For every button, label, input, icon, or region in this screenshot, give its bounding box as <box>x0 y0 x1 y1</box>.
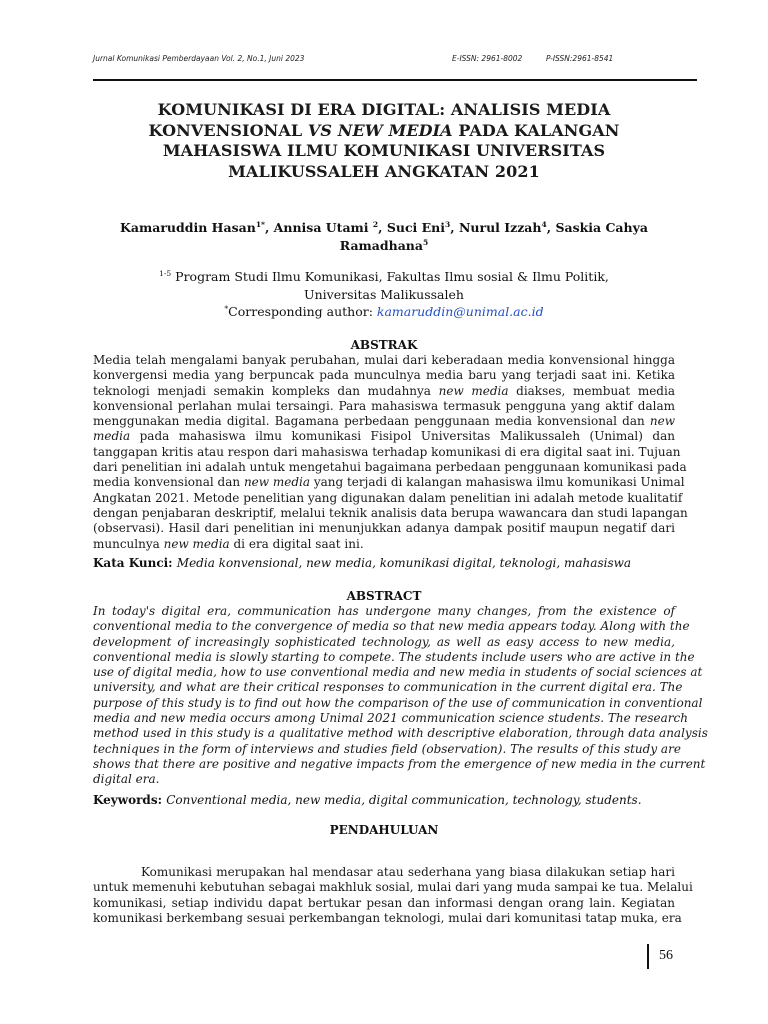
text-line: university, and what are their critical responses to communication in the current digital era. The <box>93 680 683 695</box>
page-number: 56 <box>659 948 673 963</box>
text-line: In today's digital era, communication has undergone many changes, from the existence of <box>93 604 675 618</box>
page-number-rule <box>647 944 649 969</box>
text-line: konvensional perlahan mulai tersaingi. Para mahasiswa termasuk pengguna yang aktif dalam <box>93 398 675 413</box>
author-name: Ramadhana <box>339 238 423 253</box>
journal-name: Jurnal Komunikasi Pemberdayaan Vol. 2, No.1, Juni 2023 <box>93 54 305 63</box>
e-issn: E-ISSN: 2961-8002 <box>452 54 523 63</box>
affiliation-line-2: Universitas Malikussaleh <box>304 286 464 302</box>
abstract-body <box>93 604 708 788</box>
text-line: dari penelitian ini adalah untuk mengetahui bagaimana perbedaan penggunaan komunikasi pada <box>93 460 687 475</box>
p-issn: P-ISSN:2961-8541 <box>546 54 614 63</box>
title-line-4: MALIKUSSALEH ANGKATAN 2021 <box>228 161 540 181</box>
kata-kunci: Kata Kunci: Media konvensional, new media, komunikasi digital, teknologi, mahasiswa <box>93 556 632 570</box>
author-name: Suci Eni <box>386 220 446 235</box>
author-name: Nurul Izzah <box>458 220 542 235</box>
text-line: komunikasi berkembang sesuai perkembangan teknologi, mulai dari komunitasi tatap muka, era <box>93 910 682 925</box>
text-line: conventional media to the convergence of media so that new media appears today. Along with the <box>93 619 690 634</box>
title-line-1: KOMUNIKASI DI ERA DIGITAL: ANALISIS MEDIA <box>157 100 611 119</box>
title-line-3: MAHASISWA ILMU KOMUNIKASI UNIVERSITAS <box>162 141 606 160</box>
author-line-1: Kamaruddin Hasan$^{1*}$, Annisa Utami $^2$, Suci Eni$^3$, Nurul Izzah$^4$, Saskia Cahya <box>120 220 648 235</box>
author-name: Kamaruddin Hasan <box>120 220 256 235</box>
text-line: munculnya new media di era digital saat ini. <box>93 536 364 551</box>
text-line: media konvensional dan new media yang terjadi di kalangan mahasiswa ilmu komunikasi Unimal <box>93 475 685 490</box>
text-line: purpose of this study is to find out how the comparison of the use of communication in conventional <box>93 695 703 710</box>
text-line: conventional media is slowly starting to compete. The students include users who are active in the <box>93 649 695 664</box>
text-line: techniques in the form of interviews and studies field (observation). The results of this study are <box>93 741 681 756</box>
email-link[interactable]: kamaruddin@unimal.ac.id <box>376 304 544 319</box>
keywords: Keywords: Conventional media, new media, digital communication, technology, students. <box>93 793 642 807</box>
pendahuluan-heading: PENDAHULUAN <box>329 823 439 837</box>
text-line: method used in this study is a qualitative method with descriptive elaboration, through data analysis <box>93 726 708 741</box>
affiliation-block <box>93 268 675 321</box>
author-name: Saskia Cahya <box>555 220 648 235</box>
text-line: Media telah mengalami banyak perubahan, mulai dari keberadaan media konvensional hingga <box>93 353 675 367</box>
text-line: media and new media occurs among Unimal 2021 communication science students. The research <box>93 711 688 726</box>
text-line: Komunikasi merupakan hal mendasar atau sederhana yang biasa dilakukan setiap hari <box>141 865 675 879</box>
article-title <box>93 100 675 182</box>
text-line: shows that there are positive and negative impacts from the emergence of new media in the current <box>93 756 706 771</box>
corresponding-author: *Corresponding author: kamaruddin@unimal.ac.id <box>224 304 544 319</box>
abstract-heading: ABSTRACT <box>346 589 422 603</box>
author-name: Annisa Utami <box>273 220 373 235</box>
text-line: development of increasingly sophisticated technology, as well as easy access to new media, <box>93 634 675 649</box>
text-line: Angkatan 2021. Metode penelitian yang digunakan dalam penelitian ini adalah metode kualitatif <box>93 490 683 505</box>
affiliation-line-1: $^{1-5}$ Program Studi Ilmu Komunikasi, Fakultas Ilmu sosial & Ilmu Politik, <box>159 269 609 284</box>
text-line: konvergensi media yang berpuncak pada munculnya media baru yang terjadi saat ini. Ketika <box>93 368 675 383</box>
text-line: digital era. <box>93 772 160 787</box>
pendahuluan-body <box>93 865 693 926</box>
title-line-2: KONVENSIONAL VS NEW MEDIA PADA KALANGAN <box>148 120 620 140</box>
header-divider <box>93 79 697 81</box>
text-line: (observasi). Hasil dari penelitian ini menunjukkan adanya dampak positif maupun negatif dari <box>93 521 675 536</box>
text-line: untuk memenuhi kebutuhan sebagai makhluk sosial, mulai dari yang muda sampai ke tua. Melalui <box>93 880 693 895</box>
text-line: menggunakan media digital. Bagamana perbedaan penggunaan media konvensional dan new <box>93 414 675 429</box>
abstrak-body <box>93 353 688 552</box>
abstrak-heading: ABSTRAK <box>350 338 418 352</box>
text-line: komunikasi, setiap individu dapat bertukar pesan dan informasi dengan orang lain. Kegiatan <box>93 895 675 910</box>
text-line: use of digital media, how to use conventional media and new media in students of social sciences at <box>93 665 703 680</box>
text-line: dengan penjabaran deskriptif, melalui teknik analisis data berupa wawancara dan studi lapangan <box>93 505 688 520</box>
author-line-2: Ramadhana$^5$ <box>339 238 429 253</box>
author-list <box>93 219 675 255</box>
text-line: media pada mahasiswa ilmu komunikasi Fisipol Universitas Malikussaleh (Unimal) dan <box>93 429 675 444</box>
text-line: teknologi menjadi semakin kompleks dan mudahnya new media diakses, membuat media <box>93 383 675 398</box>
text-line: tanggapan kritis atau respon dari mahasiswa terhadap komunikasi di era digital saat ini. Tujuan <box>93 444 681 459</box>
